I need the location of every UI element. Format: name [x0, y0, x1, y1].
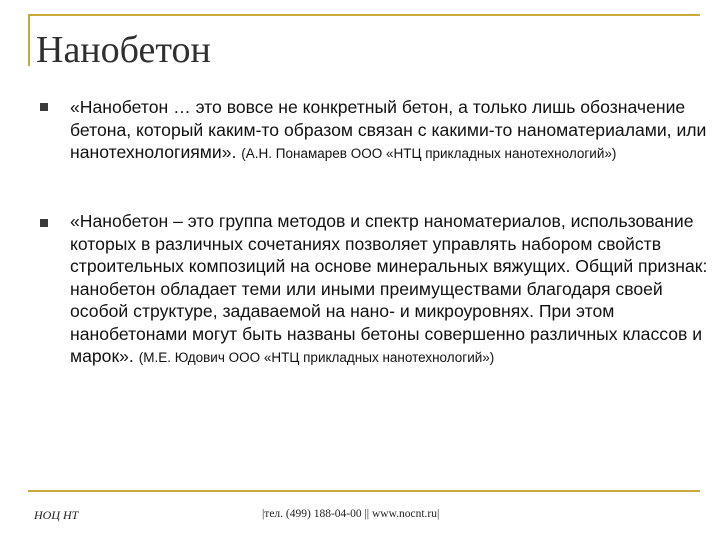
quote-attribution: (А.Н. Понамарев ООО «НТЦ прикладных нанотехнологий»)	[241, 146, 617, 161]
quote-text: «Нанобетон … это вовсе не конкретный бетон, а только лишь обозначение бетона, который каким-то образом связан с какими-то наноматериалами, или нанотехнологиями».	[70, 97, 707, 162]
frame-vertical-line	[28, 14, 30, 66]
footer-divider	[28, 490, 700, 492]
quote-attribution: (М.Е. Юдович ООО «НТЦ прикладных нанотехнологий»)	[138, 350, 495, 365]
quote-text: «Нанобетон – это группа методов и спектр наноматериалов, использование которых в различных сочетаниях позволяет управлять набором свойств строительных композиций на основе минеральных вяжущих. Общий признак: нанобетон обладает теми или иными преимуществами благодаря своей особой структуре, задаваемой на нано- и микроуровнях. При этом нанобетонами могут быть названы бетоны совершенно различных классов и марок».	[70, 211, 708, 366]
quote-paragraph-2	[70, 210, 710, 370]
bullet-square-icon	[40, 103, 48, 111]
slide-title: Нанобетон	[36, 29, 211, 71]
bullet-square-icon	[40, 219, 48, 227]
quote-paragraph-1	[70, 96, 710, 166]
footer-contact: |тел. (499) 188-04-00 || www.nocnt.ru|	[262, 508, 440, 520]
footer-organization: НОЦ НТ	[34, 508, 79, 522]
frame-top-line	[28, 14, 700, 16]
